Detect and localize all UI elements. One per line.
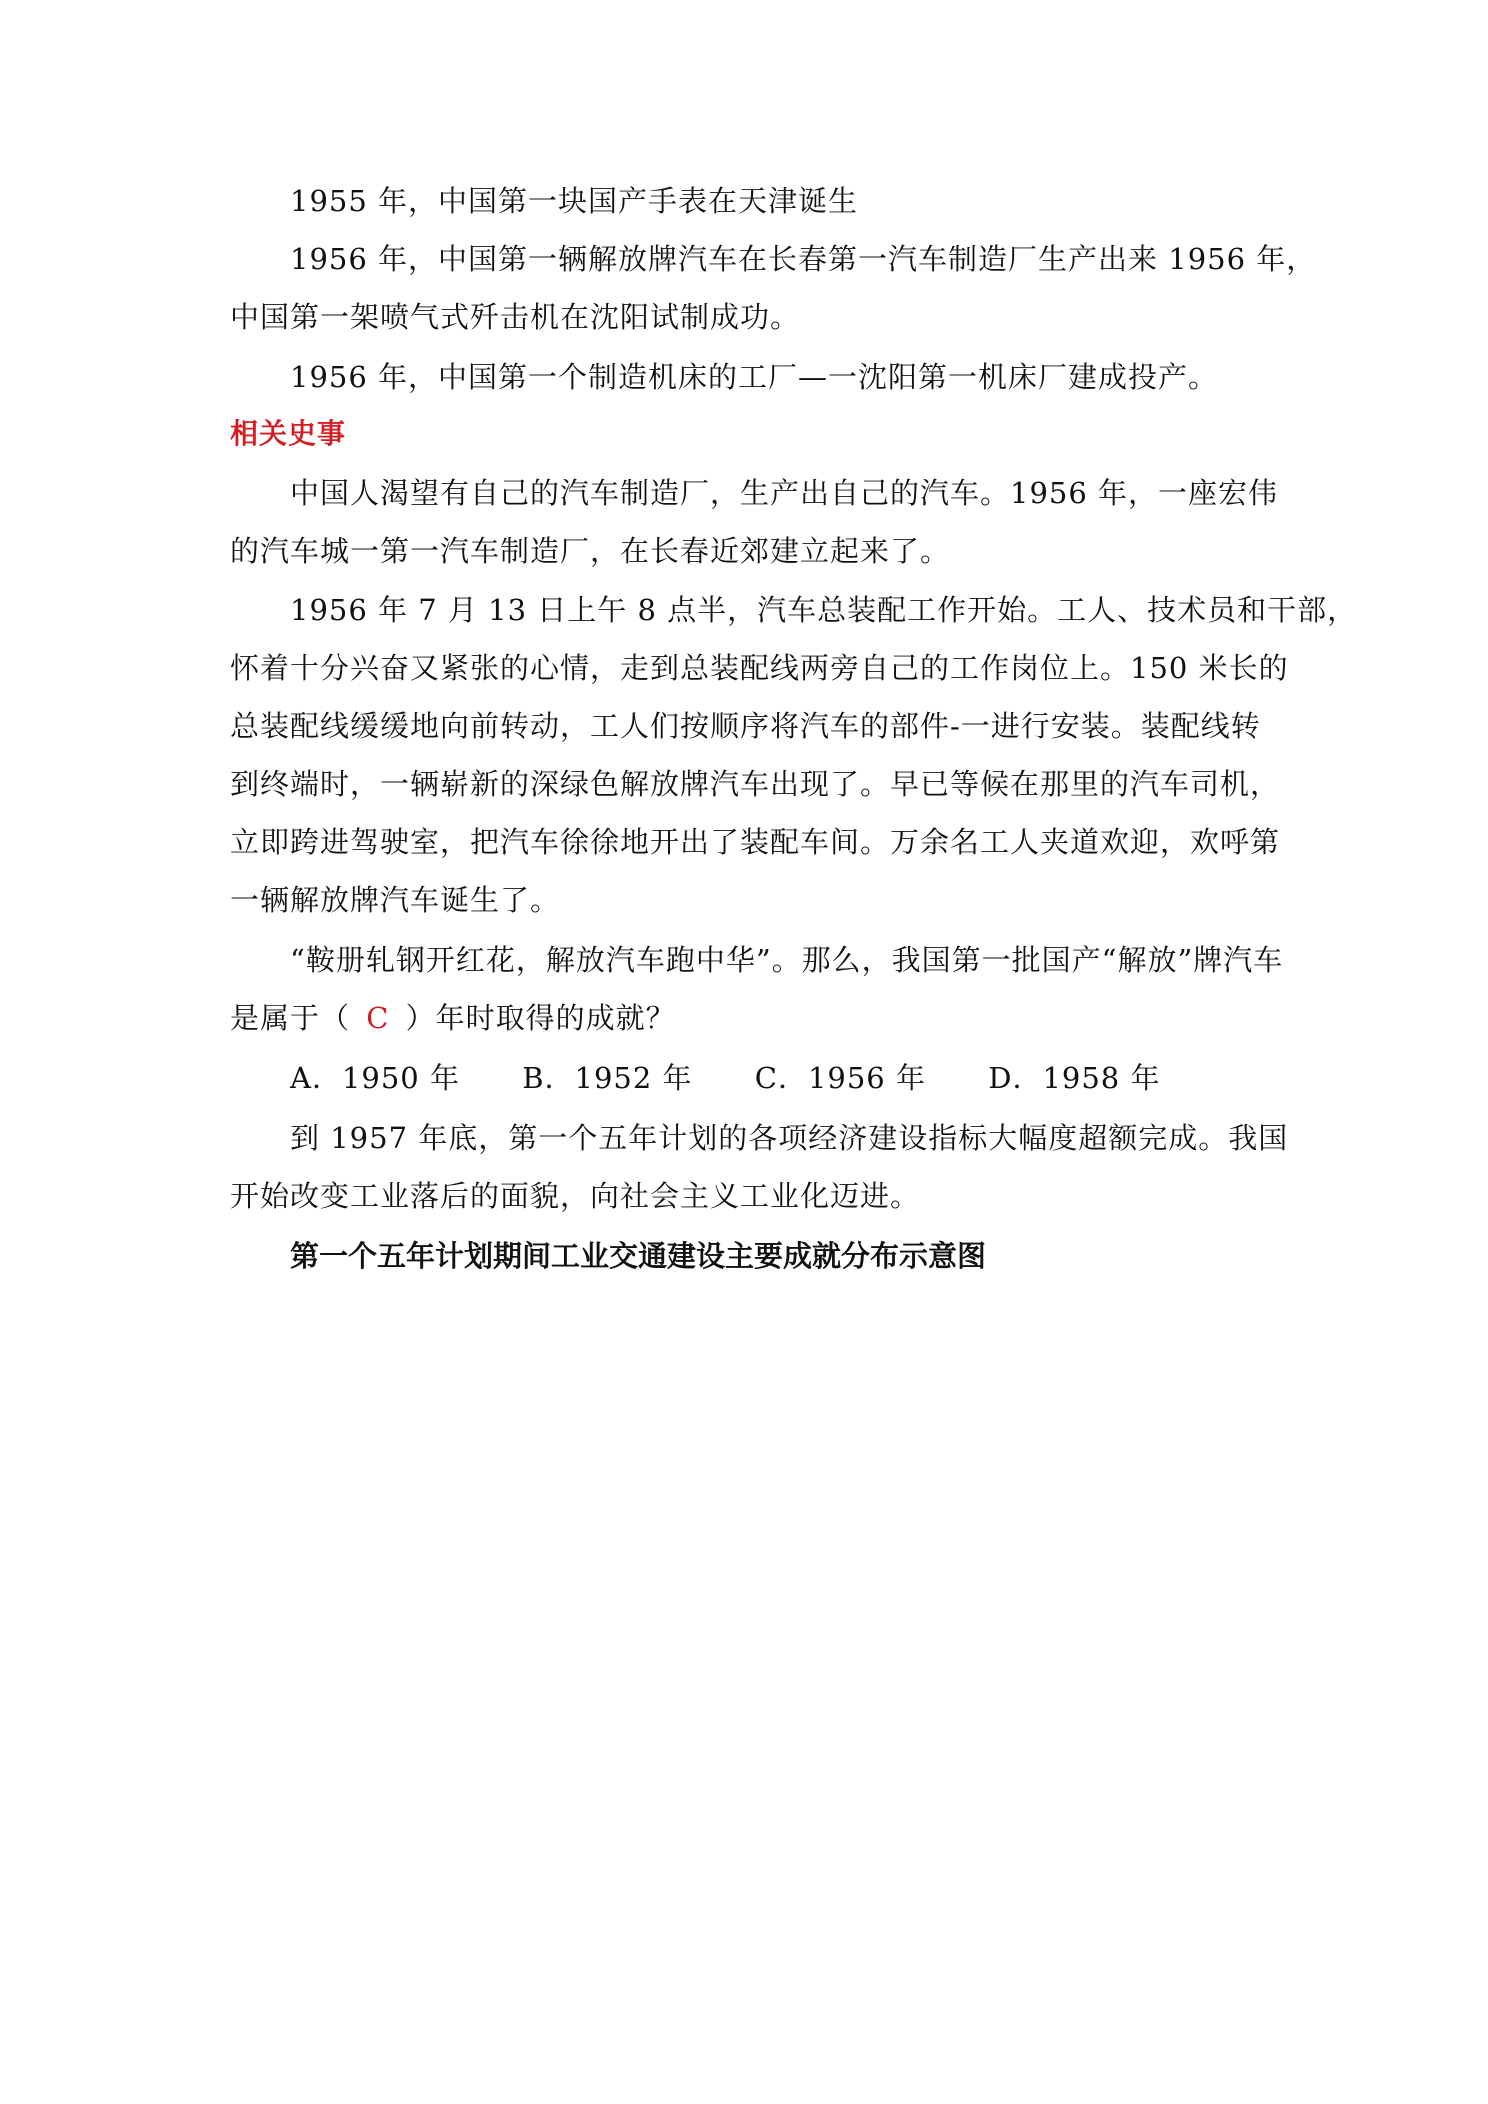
option-b: B．1952 年 bbox=[522, 1061, 693, 1095]
story-paragraph-2-line-4: 到终端时，一辆崭新的深绿色解放牌汽车出现了。早已等候在那里的汽车司机， bbox=[230, 767, 1281, 801]
question-line-1: “鞍册轧钢开红花，解放汽车跑中华”。那么，我国第一批国产“解放”牌汽车 bbox=[290, 943, 1284, 977]
line-1956-truck: 1956 年，中国第一辆解放牌汽车在长春第一汽车制造厂生产出来 1956 年， bbox=[290, 242, 1317, 276]
line-1955-watch: 1955 年，中国第一块国产手表在天津诞生 bbox=[290, 184, 859, 218]
story-paragraph-2-line-2: 怀着十分兴奋又紧张的心情，走到总装配线两旁自己的工作岗位上。150 米长的 bbox=[230, 651, 1289, 685]
story-paragraph-2-line-5: 立即跨进驾驶室，把汽车徐徐地开出了装配车间。万余名工人夹道欢迎，欢呼第 bbox=[230, 825, 1281, 859]
story-paragraph-2-line-6: 一辆解放牌汽车诞生了。 bbox=[230, 883, 561, 917]
section-heading: 相关史事 bbox=[230, 417, 347, 450]
closing-line-1: 到 1957 年底，第一个五年计划的各项经济建设指标大幅度超额完成。我国 bbox=[290, 1121, 1289, 1155]
map-title: 第一个五年计划期间工业交通建设主要成就分布示意图 bbox=[290, 1239, 987, 1273]
question-prefix: 是属于（ bbox=[230, 1001, 351, 1035]
option-a: A．1950 年 bbox=[290, 1061, 460, 1095]
line-1956-machine-tool: 1956 年，中国第一个制造机床的工厂—一沈阳第一机床厂建成投产。 bbox=[290, 360, 1219, 394]
question-suffix: ）年时取得的成就？ bbox=[405, 1001, 676, 1035]
story-paragraph-2-line-3: 总装配线缓缓地向前转动，工人们按顺序将汽车的部件-一进行安装。装配线转 bbox=[230, 709, 1261, 743]
answer-mark: C bbox=[366, 1001, 390, 1035]
story-paragraph-1-line-2: 的汽车城一第一汽车制造厂，在长春近郊建立起来了。 bbox=[230, 534, 951, 568]
closing-line-2: 开始改变工业落后的面貌，向社会主义工业化迈进。 bbox=[230, 1179, 921, 1213]
answer-options bbox=[290, 1058, 1160, 1098]
story-paragraph-2-line-1: 1956 年 7 月 13 日上午 8 点半，汽车总装配工作开始。工人、技术员和干部， bbox=[290, 593, 1358, 627]
story-paragraph-1-line-1: 中国人渴望有自己的汽车制造厂，生产出自己的汽车。1956 年，一座宏伟 bbox=[290, 476, 1279, 510]
line-1956-jet: 中国第一架喷气式歼击机在沈阳试制成功。 bbox=[230, 300, 801, 334]
question-line-2 bbox=[230, 998, 676, 1038]
option-c: C．1956 年 bbox=[754, 1061, 926, 1095]
option-d: D．1958 年 bbox=[988, 1061, 1161, 1095]
